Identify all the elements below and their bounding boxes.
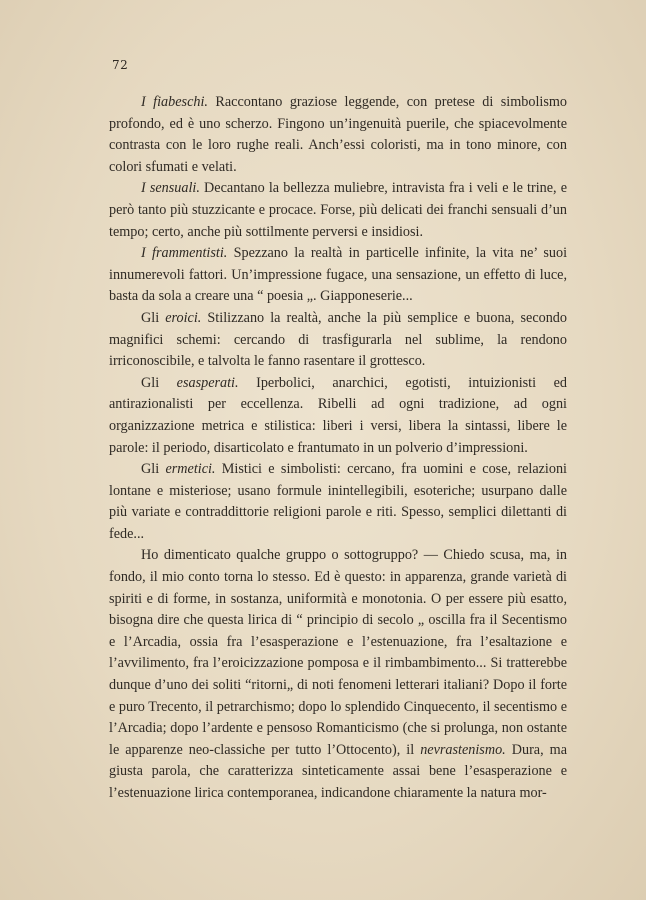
paragraph-text: Stilizzano la realtà, anche la più semplice e buona, secondo magnifici schemi: cercando di trasfigurarla nel sublime, la rendono irriconoscibile, e talvolta le fanno rasentare il grottesco.	[109, 309, 567, 370]
paragraph-text: Mistici e simbolisti: cercano, fra uomini e cose, relazioni lontane e misteriose; usano formule inintellegibili, esoteriche; usurpano dalle più variate e contraddittorie religioni parole e riti. Spesso, semplici dilettanti di fede...	[109, 461, 567, 542]
paragraph-tail: Dura, ma giusta parola, che caratterizza sinteticamente assai bene l’esasperazione e l’estenuazione lirica contemporanea, indicandone chiaramente la natura mor-	[109, 741, 568, 801]
body-text	[109, 92, 567, 805]
paragraph-fiabeschi	[109, 92, 567, 178]
paragraph-text: Ho dimenticato qualche gruppo o sottogruppo? — Chiedo scusa, ma, in fondo, il mio conto torna lo stesso. Ed è questo: in apparenza, grande varietà di spiriti e di forme, in sostanza, uniformità e monotonia. O per essere più esatto, bisogna dire che questa lirica di “ principio di secolo „ oscilla fra il Secentismo e l’Arcadia, ossia fra l’esasperazione e l’estenuazione, fra l’esaltazione e l’avvilimento, fra l’eroicizzazione pomposa e il rimbambimento... Si tratterebbe dunque d’uno dei soliti “ritorni„ di noti fenomeni letterari italiani? Dopo il forte e puro Trecento, il petrarchismo; dopo lo splendido Cinquecento, il secentismo e l’Arcadia; dopo l’ardente e pensoso Romanticismo (che si prolunga, non ostante le apparenze neo-classiche per tutto l’Ottocento), il	[109, 547, 567, 758]
paragraph-sensuali	[109, 178, 567, 243]
term-nevrastenismo: nevrastenismo.	[420, 741, 506, 758]
paragraph-lead: Gli	[141, 309, 166, 326]
page-number: 72	[112, 58, 129, 72]
paragraph-text: Iperbolici, anarchici, egotisti, intuizionisti ed antirazionalisti per eccellenza. Ribelli ad ogni tradizione, ad ogni organizzazione metrica e stilistica: liberi i versi, libera la sintassi, libere le parole: il periodo, disarticolato e frantumato in un polverio d’impressioni.	[109, 374, 567, 456]
term-sensuali: I sensuali.	[141, 180, 200, 197]
paragraph-frammentisti	[109, 243, 567, 308]
paragraph-ermetici	[109, 459, 567, 545]
paragraph-esasperati	[109, 373, 567, 459]
term-frammentisti: I frammentisti.	[141, 245, 228, 262]
term-esasperati: esasperati.	[176, 374, 239, 391]
paragraph-conclusion	[109, 545, 567, 804]
paragraph-text: Spezzano la realtà in particelle infinite, la vita ne’ suoi innumerevoli fattori. Un’impressione fugace, una sensazione, un effetto di luce, basta da sola a creare una “ poesia „. Giapponeserie...	[109, 245, 568, 305]
paragraph-lead: Gli	[141, 461, 166, 478]
paragraph-lead: Gli	[141, 374, 177, 391]
paragraph-text: Decantano la bellezza muliebre, intravista fra i veli e le trine, e però tanto più stuzzicante e procace. Forse, più delicati dei franchi sensuali d’un tempo; certo, anche più sottilmente perversi e insidiosi.	[109, 180, 568, 240]
term-ermetici: ermetici.	[165, 461, 216, 478]
paragraph-text: Raccontano graziose leggende, con pretese di simbolismo profondo, ed è uno scherzo. Fingono un’ingenuità puerile, che spiacevolmente contrasta con le loro rughe reali. Anch’essi coloristi, ma in tono minore, con colori sfumati e velati.	[109, 94, 567, 175]
term-fiabeschi: I fiabeschi.	[141, 94, 208, 110]
term-eroici: eroici.	[165, 309, 202, 326]
paragraph-eroici	[109, 308, 567, 373]
